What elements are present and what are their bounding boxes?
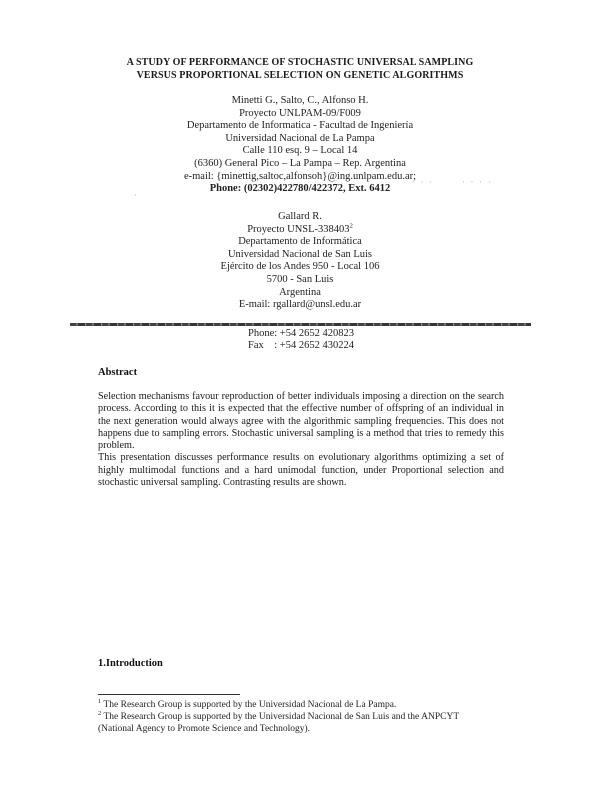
footnote-1: $^1$ The Research Group is supported by the Universidad Nacional de La Pampa.	[98, 697, 397, 710]
university-unsl: Universidad Nacional de San Luis	[227, 248, 373, 260]
abstract-heading: Abstract	[98, 367, 138, 378]
footnotes	[98, 699, 518, 735]
title-line-2: VERSUS PROPORTIONAL SELECTION ON GENETIC ALGORITHMS	[136, 70, 464, 81]
authors-unlpam: Minetti G., Salto, C., Alfonso H.	[231, 95, 369, 106]
phone-unlpam: Phone: (02302)422780/422372, Ext. 6412	[209, 183, 391, 195]
city-unlpam: (6360) General Pico – La Pampa – Rep. Argentina	[194, 157, 406, 169]
author-unsl: Gallard R.	[278, 211, 322, 222]
footnote-2-continued: (National Agency to Promote Science and Technology).	[98, 724, 311, 734]
department-unlpam: Departamento de Informatica - Facultad de Ingeniería	[186, 120, 414, 132]
department-unsl: Departamento de Informática	[238, 236, 362, 248]
abstract-paragraph-1: Selection mechanisms favour reproduction of better individuals imposing a direction on the search process. According to this it is expected that the effective number of offspring of an individual in the next generation would always agree with the algorithmic sampling frequencies. This does not happens due to sampling errors. Stochastic universal sampling is a method that tries to remedy this problem.	[98, 391, 504, 452]
abstract-body	[98, 391, 504, 489]
country-unsl: Argentina	[279, 286, 321, 298]
footnote-rule	[98, 694, 240, 695]
project-unlpam: Proyecto UNLPAM-09/F009	[239, 107, 361, 119]
introduction-heading: 1.Introduction	[98, 658, 163, 669]
footnote-2: $^2$ The Research Group is supported by the Universidad Nacional de San Luis and the ANPCYT	[98, 709, 460, 722]
street-unsl: Ejército de los Andes 950 - Local 106	[220, 261, 380, 273]
affiliation-unlpam	[100, 95, 500, 196]
scan-speck: · · · ·	[462, 178, 493, 187]
contact-unsl	[248, 328, 354, 352]
abstract-paragraph-2: This presentation discusses performance results on evolutionary algorithms optimizing a set of highly multimodal functions and a hard unimodal function, under Proportional selection and stochastic universal sampling. Contrasting results are shown.	[98, 452, 504, 489]
scan-speck: · · ·	[412, 178, 434, 187]
university-unlpam: Universidad Nacional de La Pampa	[225, 132, 375, 144]
street-unlpam: Calle 110 esq. 9 – Local 14	[242, 145, 358, 157]
scan-speck: ·	[134, 191, 139, 200]
affiliation-unsl	[100, 211, 500, 312]
paper-title	[60, 56, 540, 82]
phone-unsl: Phone: +54 2652 420823	[248, 328, 354, 339]
title-line-1: A STUDY OF PERFORMANCE OF STOCHASTIC UNIVERSAL SAMPLING	[126, 57, 474, 68]
project-unsl: Proyecto UNSL-338403$^2$	[247, 222, 353, 235]
scan-divider-line	[70, 323, 531, 326]
email-unsl: E-mail: rgallard@unsl.edu.ar	[238, 299, 362, 311]
email-unlpam: e-mail: {minettig,saltoc,alfonsoh}@ing.unlpam.edu.ar;	[183, 170, 417, 182]
city-unsl: 5700 - San Luis	[266, 273, 334, 285]
fax-unsl: Fax : +54 2652 430224	[248, 340, 354, 351]
